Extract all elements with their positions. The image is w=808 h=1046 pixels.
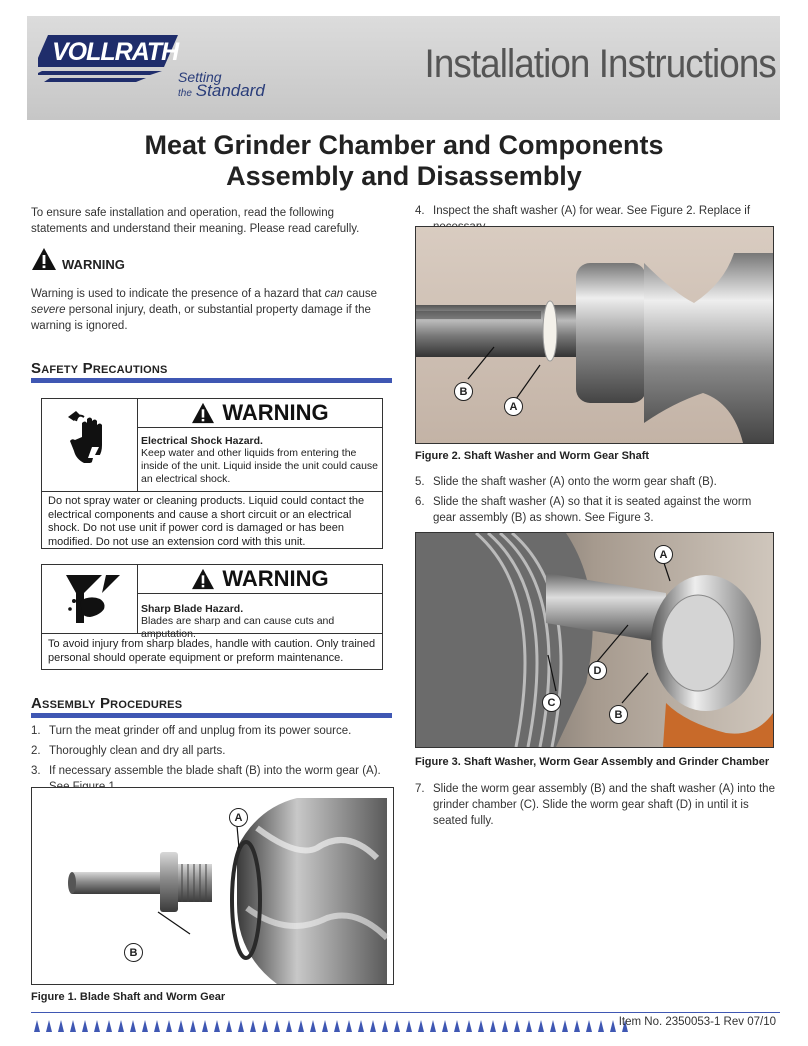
footer-divider: [31, 1012, 780, 1013]
footer-triangle: [562, 1020, 568, 1032]
footer-triangle: [550, 1020, 556, 1032]
callout-b: B: [609, 705, 628, 724]
footer-triangle-row: [31, 1018, 631, 1034]
footer-triangle: [454, 1020, 460, 1032]
callout-b: B: [124, 943, 143, 962]
box2-body: To avoid injury from sharp blades, handle with caution. Only trained personal should operate equipment or preform maintenance.: [48, 638, 376, 664]
footer-triangle: [154, 1020, 160, 1032]
footer-triangle: [478, 1020, 484, 1032]
footer-triangle: [430, 1020, 436, 1032]
warning-def-can: can: [324, 288, 344, 300]
footer-triangle: [514, 1020, 520, 1032]
footer-triangle: [118, 1020, 124, 1032]
warning-def-post: personal injury, death, or substantial property damage if the warning is ignored.: [31, 304, 371, 332]
warning-triangle-icon: [190, 402, 216, 424]
footer-triangle: [58, 1020, 64, 1032]
step-6: 6. Slide the shaft washer (A) so that it is seated against the worm gear assembly (B) as shown. See Figure 3.: [415, 496, 752, 524]
footer-triangle: [418, 1020, 424, 1032]
footer-triangle: [490, 1020, 496, 1032]
footer-triangle: [310, 1020, 316, 1032]
footer-triangle: [46, 1020, 52, 1032]
footer-triangle: [130, 1020, 136, 1032]
footer-triangle: [286, 1020, 292, 1032]
title-line-2: Assembly and Disassembly: [226, 161, 582, 191]
callout-c: C: [542, 693, 561, 712]
footer-triangle: [94, 1020, 100, 1032]
footer-triangle: [82, 1020, 88, 1032]
figure-2-illustration: [416, 227, 773, 443]
footer-triangle: [394, 1020, 400, 1032]
assembly-heading: Assembly Procedures: [31, 695, 183, 712]
warning-triangle-icon: [31, 247, 57, 271]
box1-title: WARNING: [222, 400, 329, 425]
footer-triangle: [346, 1020, 352, 1032]
footer-triangle: [166, 1020, 172, 1032]
box1-hazard-desc: Keep water and other liquids from entering the inside of the unit. Liquid inside the unit could cause an electrical shock.: [141, 447, 378, 485]
footer-triangle: [34, 1020, 40, 1032]
footer-triangle: [370, 1020, 376, 1032]
warning-def-pre: Warning is used to indicate the presence of a hazard that: [31, 288, 325, 300]
warning-def-mid: cause: [343, 288, 378, 300]
footer-triangle: [442, 1020, 448, 1032]
steps-list-left: [31, 723, 396, 795]
footer-triangle: [526, 1020, 532, 1032]
box2-header: [137, 565, 382, 594]
step-7: 7. Slide the worm gear assembly (B) and the shaft washer (A) into the grinder chamber (C). Slide the worm gear shaft (D) in until it is seated fully.: [415, 783, 775, 827]
warning-definition: [31, 286, 383, 334]
warning-def-severe: severe: [31, 304, 66, 316]
footer-triangle: [574, 1020, 580, 1032]
footer-triangle: [466, 1020, 472, 1032]
box1-hazard: [141, 435, 379, 486]
box2-hazard-title: Sharp Blade Hazard.: [141, 603, 244, 615]
vollrath-logo: [38, 27, 188, 87]
title-line-1: Meat Grinder Chamber and Components: [144, 130, 664, 160]
box2-hazard: [141, 603, 379, 641]
footer-triangle: [382, 1020, 388, 1032]
footer-triangle: [250, 1020, 256, 1032]
step-4: 4. Inspect the shaft washer (A) for wear. See Figure 2. Replace if: [415, 205, 751, 217]
box2-hazard-desc: Blades are sharp and can cause cuts and amputation.: [141, 615, 335, 640]
warning-label: WARNING: [62, 257, 125, 272]
footer-triangle: [586, 1020, 592, 1032]
box1-body: Do not spray water or cleaning products. Liquid could contact the electrical components and cause a short circuit or an electrical shock. Do not use unit if power cord is damaged or has been modified. Do not use an extension cord with this unit.: [48, 495, 365, 548]
footer-triangle: [142, 1020, 148, 1032]
blade-hazard-icon-cell: [42, 565, 138, 633]
warning-box-electrical: [41, 398, 383, 549]
footer-triangle: [322, 1020, 328, 1032]
figure-1-caption: Figure 1. Blade Shaft and Worm Gear: [31, 991, 226, 1003]
footer-triangle: [238, 1020, 244, 1032]
page-title: [0, 130, 808, 192]
footer-triangle: [610, 1020, 616, 1032]
footer-triangle: [262, 1020, 268, 1032]
sharp-blade-hand-icon: [62, 571, 122, 627]
figure-1: [31, 787, 394, 985]
assembly-divider: [31, 713, 392, 718]
figure-3-caption: Figure 3. Shaft Washer, Worm Gear Assembly and Grinder Chamber: [415, 756, 770, 768]
footer-triangle: [274, 1020, 280, 1032]
footer-triangle: [406, 1020, 412, 1032]
footer-triangle: [358, 1020, 364, 1032]
footer-triangle: [598, 1020, 604, 1032]
callout-d: D: [588, 661, 607, 680]
brand-text: VOLLRATH: [52, 38, 179, 66]
step-2: 2. Thoroughly clean and dry all parts.: [31, 745, 226, 757]
step-5: 5. Slide the shaft washer (A) onto the worm gear shaft (B).: [415, 476, 717, 488]
footer-triangle: [298, 1020, 304, 1032]
footer-triangle: [502, 1020, 508, 1032]
figure-2: [415, 226, 774, 444]
figure-2-caption: Figure 2. Shaft Washer and Worm Gear Shaft: [415, 450, 650, 462]
doc-type-title: Installation Instructions: [424, 42, 776, 86]
footer-triangle: [70, 1020, 76, 1032]
tagline: [178, 70, 265, 101]
warning-box-blade: [41, 564, 383, 670]
safety-heading: Safety Precautions: [31, 360, 168, 377]
callout-b: B: [454, 382, 473, 401]
figure-3: [415, 532, 774, 748]
electric-shock-hand-icon: [62, 407, 118, 481]
intro-text: To ensure safe installation and operation, read the following statements and understand their meaning. Please read carefully.: [31, 207, 360, 235]
box1-hazard-title: Electrical Shock Hazard.: [141, 435, 263, 447]
footer-triangle: [226, 1020, 232, 1032]
warning-triangle-icon: [190, 568, 216, 590]
steps-list-mid: [415, 474, 775, 526]
footer-triangle: [334, 1020, 340, 1032]
step-1: 1. Turn the meat grinder off and unplug from its power source.: [31, 725, 352, 737]
box1-header: [137, 399, 382, 428]
safety-divider: [31, 378, 392, 383]
electrical-hazard-icon-cell: [42, 399, 138, 491]
callout-a: A: [654, 545, 673, 564]
step-3: 3. If necessary assemble the blade shaft (B) into the worm gear (A).: [31, 765, 381, 777]
footer-triangle: [538, 1020, 544, 1032]
footer-triangle: [202, 1020, 208, 1032]
footer-triangle: [178, 1020, 184, 1032]
item-number: Item No. 2350053-1 Rev 07/10: [618, 1016, 776, 1028]
callout-a: A: [229, 808, 248, 827]
tagline-standard: Standard: [195, 81, 265, 100]
tagline-the: the: [178, 88, 192, 99]
tagline-top: Setting: [178, 69, 222, 85]
footer-triangle: [214, 1020, 220, 1032]
box2-title: WARNING: [222, 566, 329, 591]
figure-3-illustration: [416, 533, 773, 747]
callout-a: A: [504, 397, 523, 416]
footer-triangle: [106, 1020, 112, 1032]
footer-triangle: [190, 1020, 196, 1032]
figure-1-illustration: [32, 788, 393, 984]
